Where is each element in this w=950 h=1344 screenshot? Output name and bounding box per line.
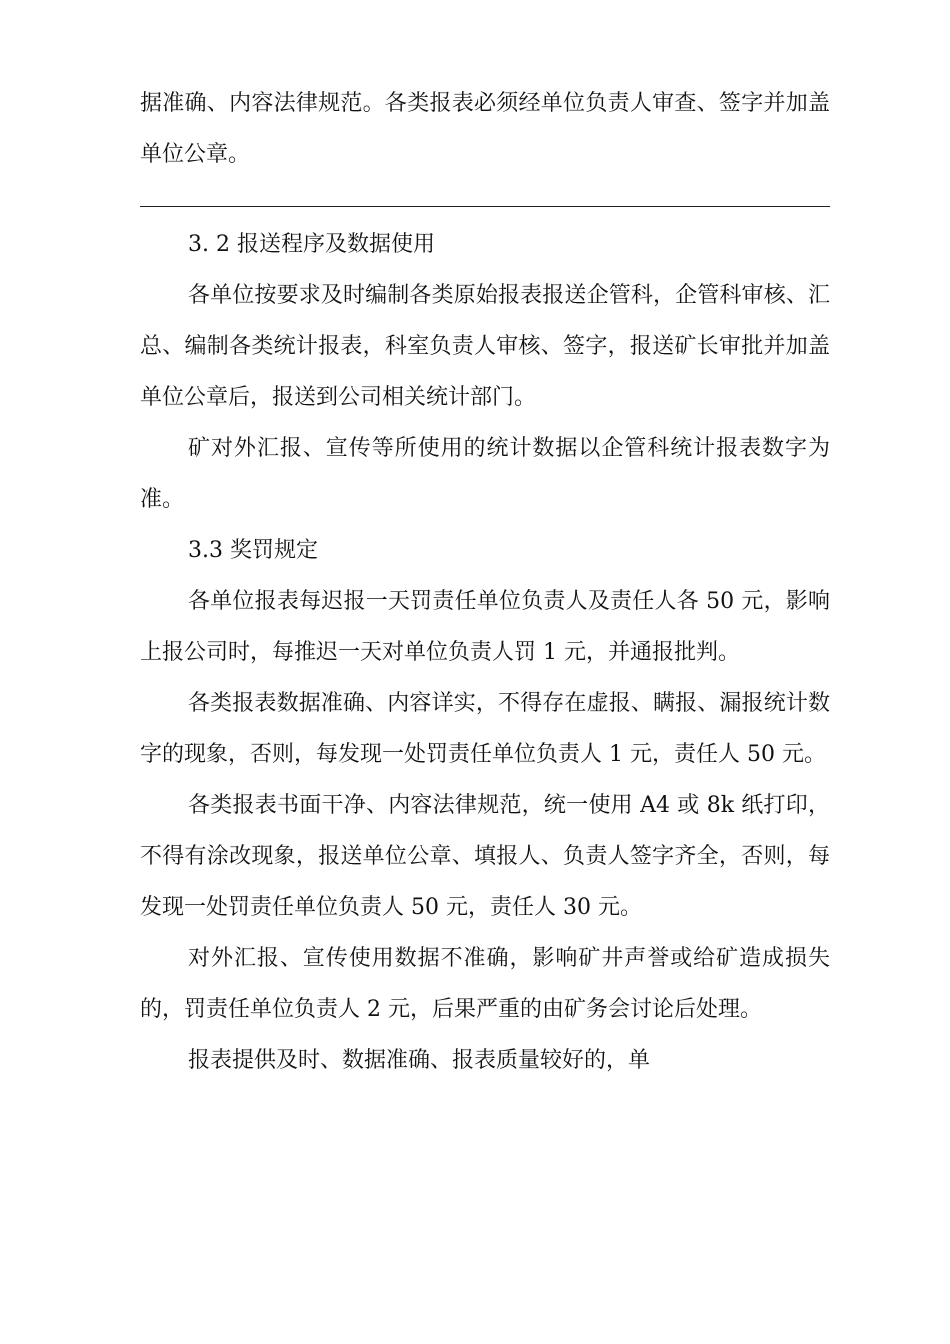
paragraph: 各单位按要求及时编制各类原始报表报送企管科，企管科审核、汇总、编制各类统计报表，科室负责人审核、签字，报送矿长审批并加盖单位公章后，报送到公司相关统计部门。: [140, 283, 830, 410]
document-body: [140, 78, 830, 1086]
paragraph: 各类报表数据准确、内容详实，不得存在虚报、瞒报、漏报统计数字的现象，否则，每发现一处罚责任单位负责人 1 元，责任人 50 元。: [140, 691, 830, 767]
paragraph: 各单位报表每迟报一天罚责任单位负责人及责任人各 50 元，影响上报公司时，每推迟一天对单位负责人罚 1 元，并通报批判。: [140, 589, 830, 665]
paragraph-continued: 据准确、内容法律规范。各类报表必须经单位负责人审查、签字并加盖单位公章。: [140, 91, 830, 167]
paragraph: 对外汇报、宣传使用数据不准确，影响矿井声誉或给矿造成损失的，罚责任单位负责人 2 元，后果严重的由矿务会讨论后处理。: [140, 946, 830, 1022]
paragraph: 矿对外汇报、宣传等所使用的统计数据以企管科统计报表数字为准。: [140, 436, 830, 512]
section-heading-3-3: 3.3 奖罚规定: [188, 538, 318, 563]
section-heading-3-2: 3. 2 报送程序及数据使用: [188, 232, 435, 257]
paragraph: 各类报表书面干净、内容法律规范，统一使用 A4 或 8k 纸打印，不得有涂改现象，报送单位公章、填报人、负责人签字齐全，否则，每发现一处罚责任单位负责人 50 元，责任人 30 元。: [140, 793, 830, 920]
horizontal-divider: [140, 206, 830, 207]
paragraph-truncated: 报表提供及时、数据准确、报表质量较好的，单: [188, 1048, 651, 1073]
